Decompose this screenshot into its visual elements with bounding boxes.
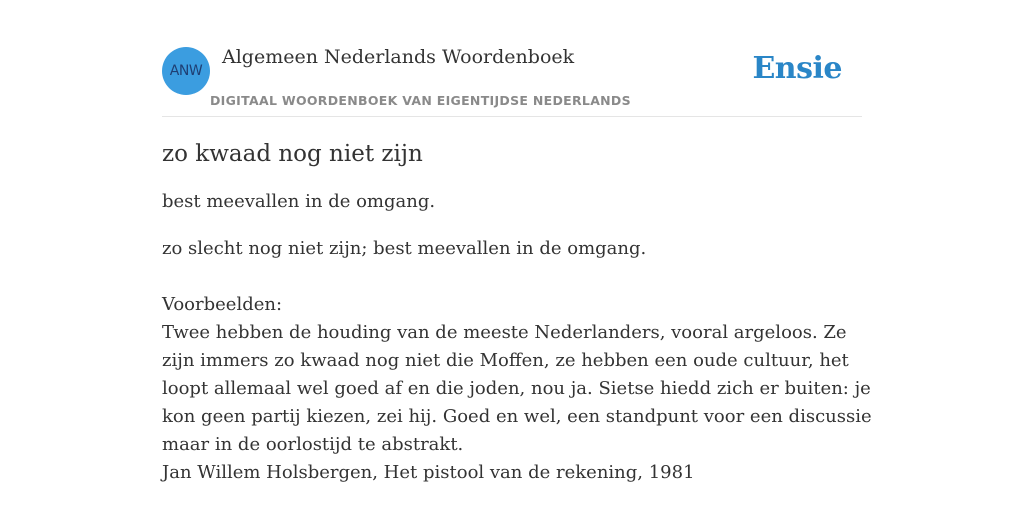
entry-description: zo slecht nog niet zijn; best meevallen in de omgang. xyxy=(162,238,647,259)
dictionary-subtitle: DIGITAAL WOORDENBOEK VAN EIGENTIJDSE NEDERLANDS xyxy=(210,93,631,108)
anw-logo-text: ANW xyxy=(169,63,203,79)
dictionary-title[interactable]: Algemeen Nederlands Woordenboek xyxy=(222,46,575,68)
header xyxy=(162,46,862,117)
entry-content xyxy=(162,138,882,487)
entry-title: zo kwaad nog niet zijn xyxy=(162,141,423,167)
examples-label: Voorbeelden: xyxy=(162,294,283,315)
anw-logo[interactable] xyxy=(162,47,210,95)
entry-definition: best meevallen in de omgang. xyxy=(162,191,436,212)
example-citation: Jan Willem Holsbergen, Het pistool van de rekening, 1981 xyxy=(162,462,695,483)
ensie-brand-logo[interactable]: Ensie xyxy=(752,51,842,86)
example-text: Twee hebben de houding van de meeste Nederlanders, vooral argeloos. Ze zijn immers zo kwaad nog niet die Moffen, ze hebben een oude cultuur, het loopt allemaal wel goed af en die joden, nou ja. Sietse hiedd zich er buiten: je kon geen partij kiezen, zei hij. Goed en wel, een standpunt voor een discussie maar in de oorlostijd te abstrakt. xyxy=(162,322,872,455)
